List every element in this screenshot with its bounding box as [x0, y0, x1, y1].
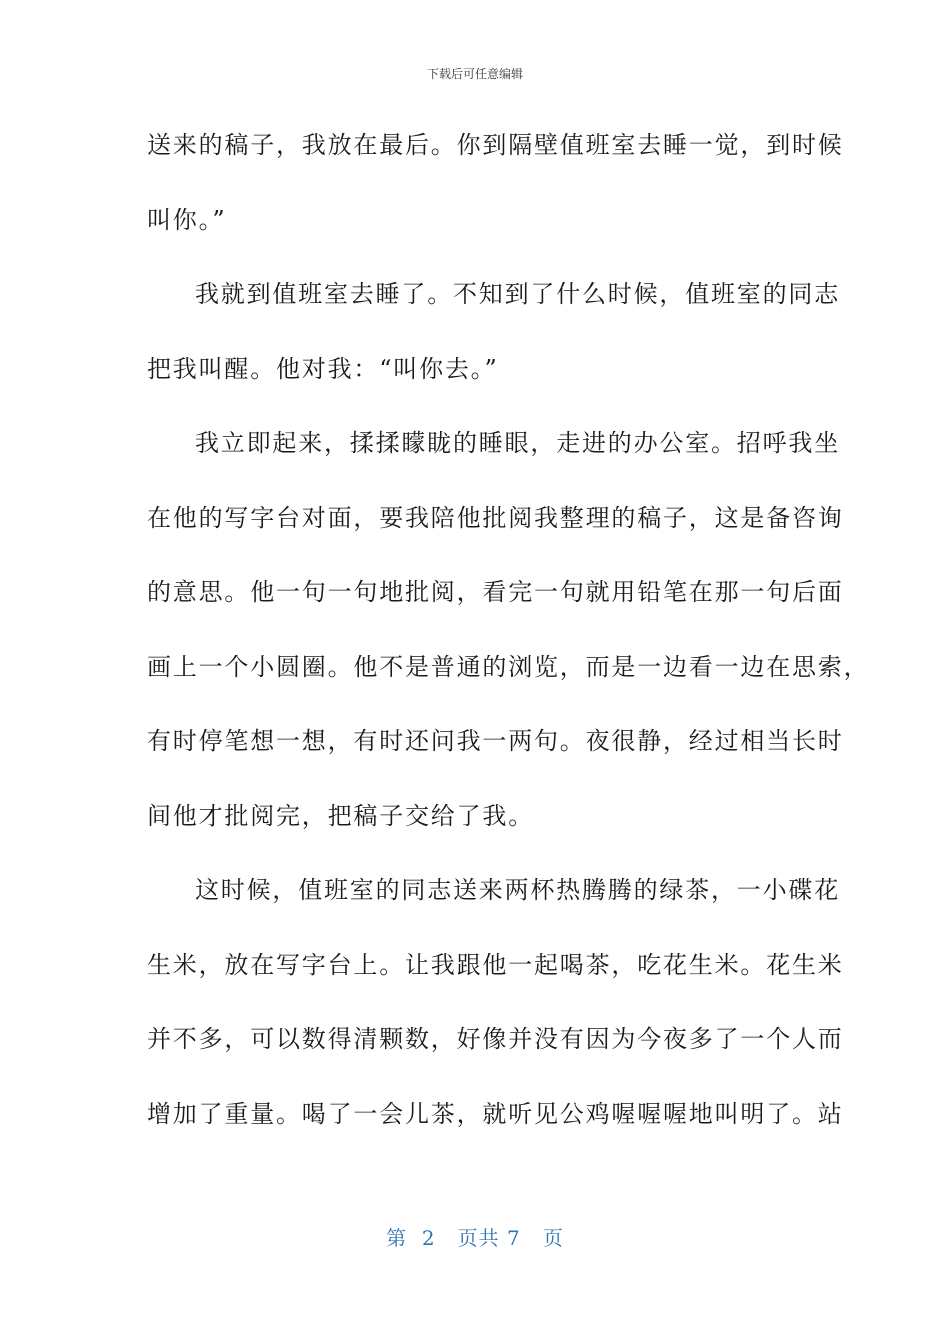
text-line: 在他的写字台对面，要我陪他批阅我整理的稿子，这是备咨询 — [147, 503, 844, 532]
text-line: 把我叫醒。他对我：“叫你去。” — [147, 354, 499, 383]
text-line: 我就到值班室去睡了。不知到了什么时候，值班室的同志 — [195, 280, 840, 308]
text-line: 并不多，可以数得清颗数，好像并没有因为今夜多了一个人而 — [147, 1025, 844, 1053]
text-line: 这时候，值班室的同志送来两杯热腾腾的绿茶，一小碟花 — [195, 876, 840, 904]
document-body — [147, 122, 870, 1165]
text-line: 增加了重量。喝了一会儿茶，就听见公鸡喔喔喔地叫明了。站 — [147, 1099, 844, 1128]
text-line: 的意思。他一句一句地批阅，看完一句就用铅笔在那一句后面 — [147, 578, 844, 606]
text-line: 有时停笔想一想，有时还问我一两句。夜很静，经过相当长时 — [147, 727, 844, 755]
text-line: 送来的稿子，我放在最后。你到隔壁值班室去睡一觉，到时候 — [147, 131, 844, 159]
text-line: 生米，放在写字台上。让我跟他一起喝茶，吃花生米。花生米 — [147, 950, 844, 979]
text-line: 画上一个小圆圈。他不是普通的浏览，而是一边看一边在思索， — [147, 652, 870, 681]
text-line: 叫你。” — [147, 205, 227, 234]
text-line: 间他才批阅完，把稿子交给了我。 — [147, 801, 534, 830]
page-header: 下载后可任意编辑 — [426, 67, 523, 81]
page-number-footer: 第 2 页共 7 页 — [386, 1226, 564, 1250]
text-line: 我立即起来，揉揉矇眬的睡眼，走进的办公室。招呼我坐 — [195, 429, 840, 457]
